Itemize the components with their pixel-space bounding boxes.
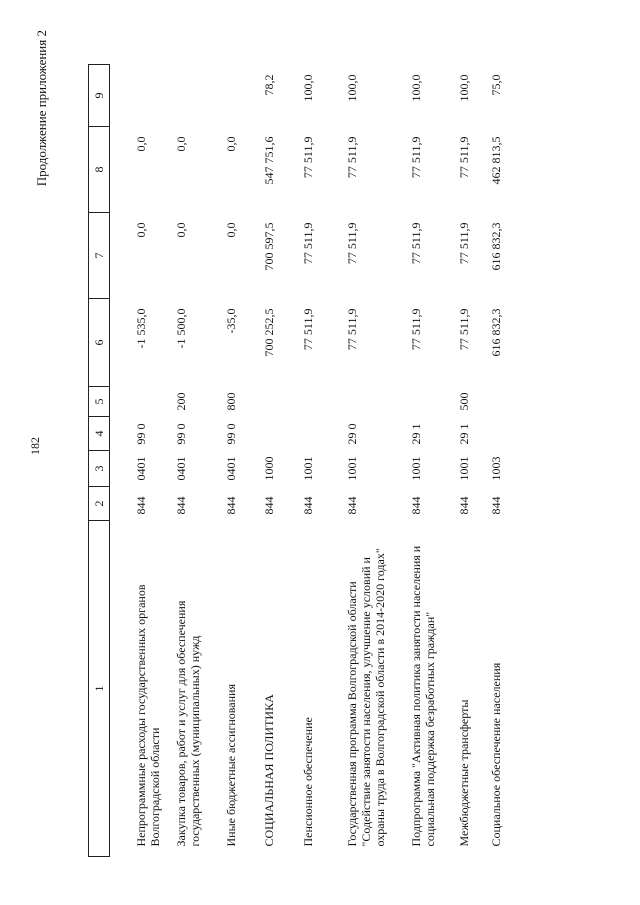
page-number: 182 bbox=[28, 437, 42, 455]
column-header: 4 bbox=[89, 417, 110, 451]
cell-c2: 844 bbox=[488, 496, 503, 515]
cell-c2: 844 bbox=[456, 496, 471, 515]
column-header: 2 bbox=[89, 487, 110, 521]
cell-c5: 200 bbox=[174, 392, 189, 411]
cell-c2: 844 bbox=[262, 496, 277, 515]
table-row bbox=[315, 65, 397, 857]
cell-c3: 1001 bbox=[456, 456, 471, 481]
table-row bbox=[397, 65, 445, 857]
continuation-label: Продолжение приложения 2 bbox=[34, 30, 49, 187]
column-header: 9 bbox=[89, 65, 110, 127]
cell-c6: 616 832,3 bbox=[488, 308, 503, 357]
table-row bbox=[238, 65, 276, 857]
cell-c6: 77 511,9 bbox=[300, 308, 315, 351]
cell-c2: 844 bbox=[224, 496, 239, 515]
cell-c4: 29 1 bbox=[408, 423, 423, 445]
cell-c7: 0,0 bbox=[174, 222, 189, 238]
cell-c8: 547 751,6 bbox=[262, 136, 277, 185]
cell-c9: 100,0 bbox=[344, 74, 359, 102]
cell-c8: 0,0 bbox=[224, 136, 239, 152]
cell-c6: 77 511,9 bbox=[344, 308, 359, 351]
cell-c8: 0,0 bbox=[174, 136, 189, 152]
row-name: Пенсионное обеспечение bbox=[300, 717, 315, 847]
cell-c5: 800 bbox=[224, 392, 239, 411]
cell-c8: 0,0 bbox=[134, 136, 148, 152]
cell-c6: 77 511,9 bbox=[456, 308, 471, 351]
column-header: 6 bbox=[89, 299, 110, 387]
cell-c9 bbox=[110, 65, 163, 127]
cell-c6: -35,0 bbox=[224, 308, 239, 334]
cell-c8: 462 813,5 bbox=[488, 136, 503, 185]
cell-c4: 29 1 bbox=[456, 423, 471, 445]
cell-c6: 700 252,5 bbox=[262, 308, 277, 357]
cell-c5 bbox=[397, 387, 445, 417]
cell-c3: 1001 bbox=[408, 456, 423, 481]
cell-c9: 100,0 bbox=[408, 74, 423, 102]
cell-c6: 77 511,9 bbox=[408, 308, 423, 351]
cell-c6: -1 500,0 bbox=[174, 308, 189, 349]
cell-c5 bbox=[315, 387, 397, 417]
row-name: Социальное обеспечение населения bbox=[488, 662, 503, 847]
table-header-row bbox=[89, 65, 110, 857]
row-name: Подпрограмма "Активная политика занятости населения и социальная поддержка безработных граждан" bbox=[408, 545, 437, 847]
column-header: 1 bbox=[89, 521, 110, 857]
cell-c4 bbox=[477, 417, 503, 451]
column-header: 7 bbox=[89, 213, 110, 299]
cell-c7: 700 597,5 bbox=[262, 222, 277, 271]
cell-c2: 844 bbox=[174, 496, 189, 515]
row-name: Иные бюджетные ассигнования bbox=[224, 684, 239, 847]
row-name: Непрограммные расходы государственных органов Волгоградской области bbox=[134, 584, 163, 847]
row-name: СОЦИАЛЬНАЯ ПОЛИТИКА bbox=[262, 694, 277, 847]
cell-c5: 500 bbox=[456, 392, 471, 411]
cell-c4 bbox=[277, 417, 315, 451]
table-row bbox=[477, 65, 503, 857]
cell-c4: 29 0 bbox=[344, 423, 359, 445]
cell-c3: 1001 bbox=[300, 456, 315, 481]
cell-c4: 99 0 bbox=[134, 423, 148, 445]
cell-c8: 77 511,9 bbox=[456, 136, 471, 179]
cell-c3: 0401 bbox=[134, 456, 148, 481]
column-header: 8 bbox=[89, 127, 110, 213]
column-header: 5 bbox=[89, 387, 110, 417]
cell-c5 bbox=[277, 387, 315, 417]
cell-c8: 77 511,9 bbox=[300, 136, 315, 179]
cell-c7: 77 511,9 bbox=[456, 222, 471, 265]
cell-c5 bbox=[110, 387, 163, 417]
cell-c9: 78,2 bbox=[262, 74, 277, 96]
cell-c4 bbox=[238, 417, 276, 451]
cell-c3: 0401 bbox=[224, 456, 239, 481]
row-name: Межбюджетные трансферты bbox=[456, 699, 471, 847]
table-row bbox=[162, 65, 212, 857]
cell-c9 bbox=[162, 65, 212, 127]
table-row bbox=[212, 65, 238, 857]
cell-c7: 0,0 bbox=[224, 222, 239, 238]
cell-c9: 100,0 bbox=[300, 74, 315, 102]
cell-c9: 75,0 bbox=[488, 74, 503, 96]
cell-c7: 77 511,9 bbox=[300, 222, 315, 265]
cell-c2: 844 bbox=[300, 496, 315, 515]
cell-c2: 844 bbox=[408, 496, 423, 515]
cell-c7: 616 832,3 bbox=[488, 222, 503, 271]
cell-c3: 0401 bbox=[174, 456, 189, 481]
cell-c9: 100,0 bbox=[456, 74, 471, 102]
row-name: Закупка товаров, работ и услуг для обеспечения государственных (муниципальных) нужд bbox=[174, 600, 203, 847]
cell-c3: 1000 bbox=[262, 456, 277, 481]
cell-c7: 77 511,9 bbox=[344, 222, 359, 265]
cell-c7: 0,0 bbox=[134, 222, 148, 238]
cell-c7: 77 511,9 bbox=[408, 222, 423, 265]
row-name: Государственная программа Волгоградской области "Содействие занятости населения, улучшение условий и охраны труда в Волгоградской области в 2014-2020 годах" bbox=[344, 548, 388, 847]
cell-c3: 1003 bbox=[488, 456, 503, 481]
cell-c8: 77 511,9 bbox=[344, 136, 359, 179]
cell-c3: 1001 bbox=[344, 456, 359, 481]
cell-c9 bbox=[212, 65, 238, 127]
cell-c8: 77 511,9 bbox=[408, 136, 423, 179]
cell-c6: -1 535,0 bbox=[134, 308, 148, 349]
table-row bbox=[110, 65, 163, 857]
cell-c2: 844 bbox=[344, 496, 359, 515]
cell-c4: 99 0 bbox=[224, 423, 239, 445]
table-row bbox=[445, 65, 477, 857]
cell-c5 bbox=[477, 387, 503, 417]
cell-c5 bbox=[238, 387, 276, 417]
budget-table bbox=[88, 64, 503, 857]
cell-c4: 99 0 bbox=[174, 423, 189, 445]
cell-c2: 844 bbox=[134, 496, 148, 515]
table-row bbox=[277, 65, 315, 857]
column-header: 3 bbox=[89, 451, 110, 487]
